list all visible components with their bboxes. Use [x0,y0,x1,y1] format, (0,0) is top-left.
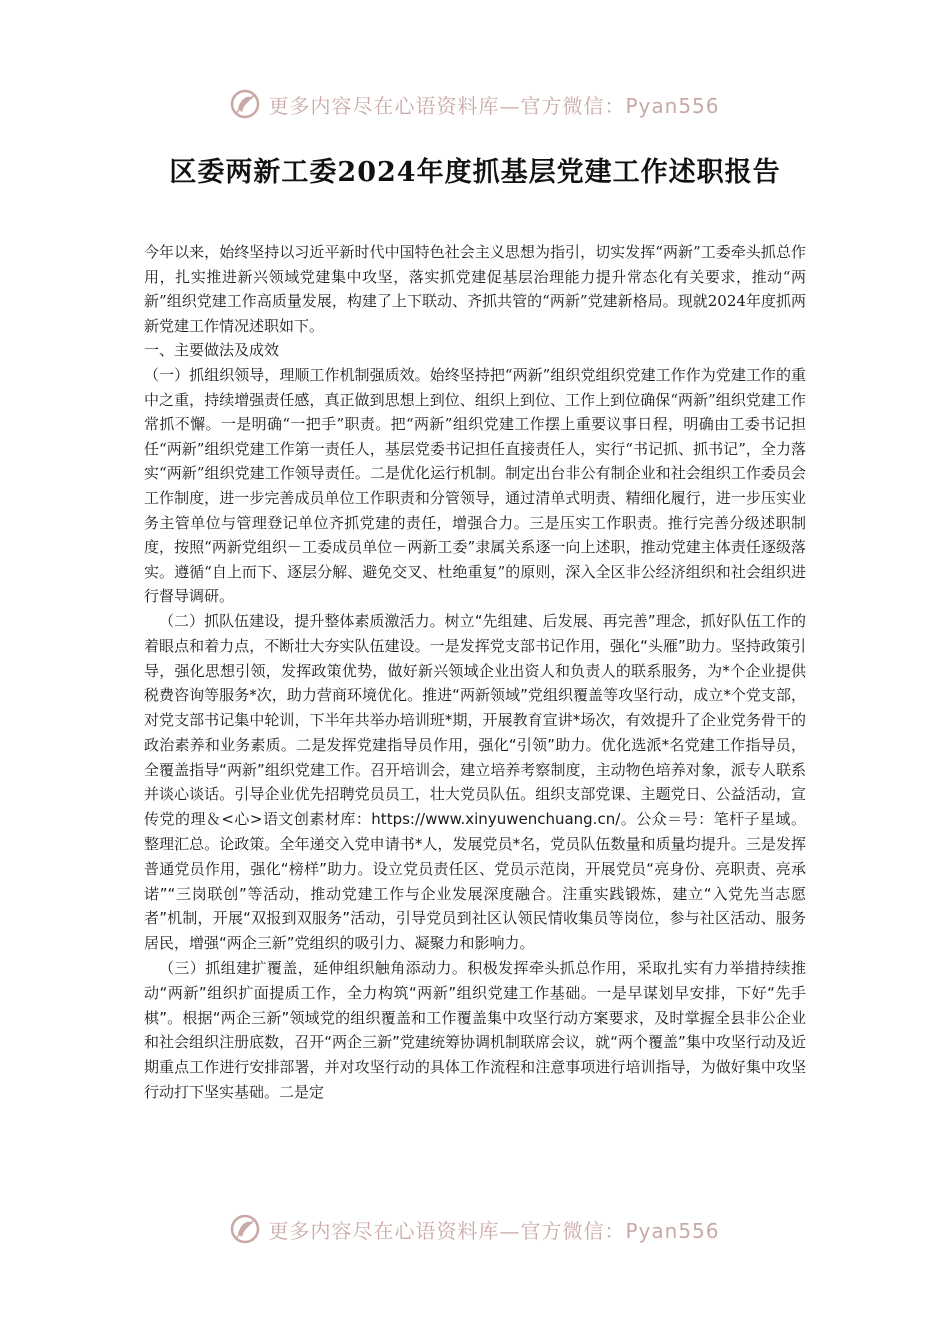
watermark-text [268,90,719,119]
intro-paragraph: 今年以来，始终坚持以习近平新时代中国特色社会主义思想为指引，切实发挥“两新”工委牵头抓总作用，扎实推进新兴领域党建集中攻坚，落实抓党建促基层治理能力提升常态化有关要求，推动“两新”组织党建工作高质量发展，构建了上下联动、齐抓共管的“两新”党建新格局。现就2024年度抓两新党建工作情况述职如下。 [144,243,806,335]
footer-watermark [0,1211,950,1247]
section-heading: 一、主要做法及成效 [144,341,280,360]
document-body [144,240,806,1105]
watermark-wechat-id: Pyan556 [625,93,720,118]
header-watermark [0,86,950,122]
watermark-label: 更多内容尽在心语资料库—官方微信： [268,93,626,118]
watermark-logo-icon [230,1214,260,1244]
document-title: 区委两新工委2024年度抓基层党建工作述职报告 [169,157,781,188]
body-paragraph-2: （二）抓队伍建设，提升整体素质激活力。树立“先组建、后发展、再完善”理念，抓好队伍工作的着眼点和着力点，不断壮大夯实队伍建设。一是发挥党支部书记作用，强化“头雁”助力。坚持政策引导，强化思想引领，发挥政策优势，做好新兴领域企业出资人和负责人的联系服务，为*个企业提供税费咨询等服务*次，助力营商环境优化。推进“两新领域”党组织覆盖等攻坚行动，成立*个党支部，对党支部书记集中轮训，下半年共举办培训班*期，开展教育宣讲*场次，有效提升了企业党务骨干的政治素养和业务素质。二是发挥党建指导员作用，强化“引领”助力。优化选派*名党建工作指导员，全覆盖指导“两新”组织党建工作。召开培训会，建立培养考察制度，主动物色培养对象，派专人联系并谈心谈话。引导企业优先招聘党员员工，壮大党员队伍。组织支部党课、主题党日、公益活动，宣传党的理＆<心>语文创素材库：https://www.xinyuwenchuang.cn/。公众＝号：笔杆子星域。整理汇总。论政策。全年递交入党申请书*人，发展党员*名，党员队伍数量和质量均提升。三是发挥普通党员作用，强化“榜样”助力。设立党员责任区、党员示范岗，开展党员“亮身份、亮职责、亮承诺”“三岗联创”等活动，推动党建工作与企业发展深度融合。注重实践锻炼，建立“入党先当志愿者”机制，开展“双报到双服务”活动，引导党员到社区认领民情收集员等岗位，参与社区活动、服务居民，增强“两企三新”党组织的吸引力、凝聚力和影响力。 [144,611,806,953]
watermark-logo-icon [230,89,260,119]
body-paragraph-3: （三）抓组建扩覆盖，延伸组织触角添动力。积极发挥牵头抓总作用，采取扎实有力举措持续推动“两新”组织扩面提质工作，全力构筑“两新”组织党建工作基础。一是早谋划早安排，下好“先手棋”。根据“两企三新”领域党的组织覆盖和工作覆盖集中攻坚行动方案要求，及时掌握全县非公企业和社会组织注册底数，召开“两企三新”党建统筹协调机制联席会议，就“两个覆盖”集中攻坚行动及近期重点工作进行安排部署，并对攻坚行动的具体工作流程和注意事项进行培训指导，为做好集中攻坚行动打下坚实基础。二是定 [144,959,806,1102]
watermark-label: 更多内容尽在心语资料库—官方微信： [268,1218,626,1243]
watermark-text [268,1215,719,1244]
watermark-wechat-id: Pyan556 [625,1218,720,1243]
body-paragraph-1: （一）抓组织领导，理顺工作机制强质效。始终坚持把“两新”组织党组织党建工作作为党建工作的重中之重，持续增强责任感，真正做到思想上到位、组织上到位、工作上到位确保“两新”组织党建工作常抓不懈。一是明确“一把手”职责。把“两新”组织党建工作摆上重要议事日程，明确由工委书记担任“两新”组织党建工作第一责任人，基层党委书记担任直接责任人，实行“书记抓、抓书记”，全力落实“两新”组织党建工作领导责任。二是优化运行机制。制定出台非公有制企业和社会组织工作委员会工作制度，进一步完善成员单位工作职责和分管领导，通过清单式明责、精细化履行，进一步压实业务主管单位与管理登记单位齐抓党建的责任，增强合力。三是压实工作职责。推行完善分级述职制度，按照“两新党组织－工委成员单位－两新工委”隶属关系逐一向上述职，推动党建主体责任逐级落实。遵循“自上而下、逐层分解、避免交叉、杜绝重复”的原则，深入全区非公经济组织和社会组织进行督导调研。 [144,365,806,606]
